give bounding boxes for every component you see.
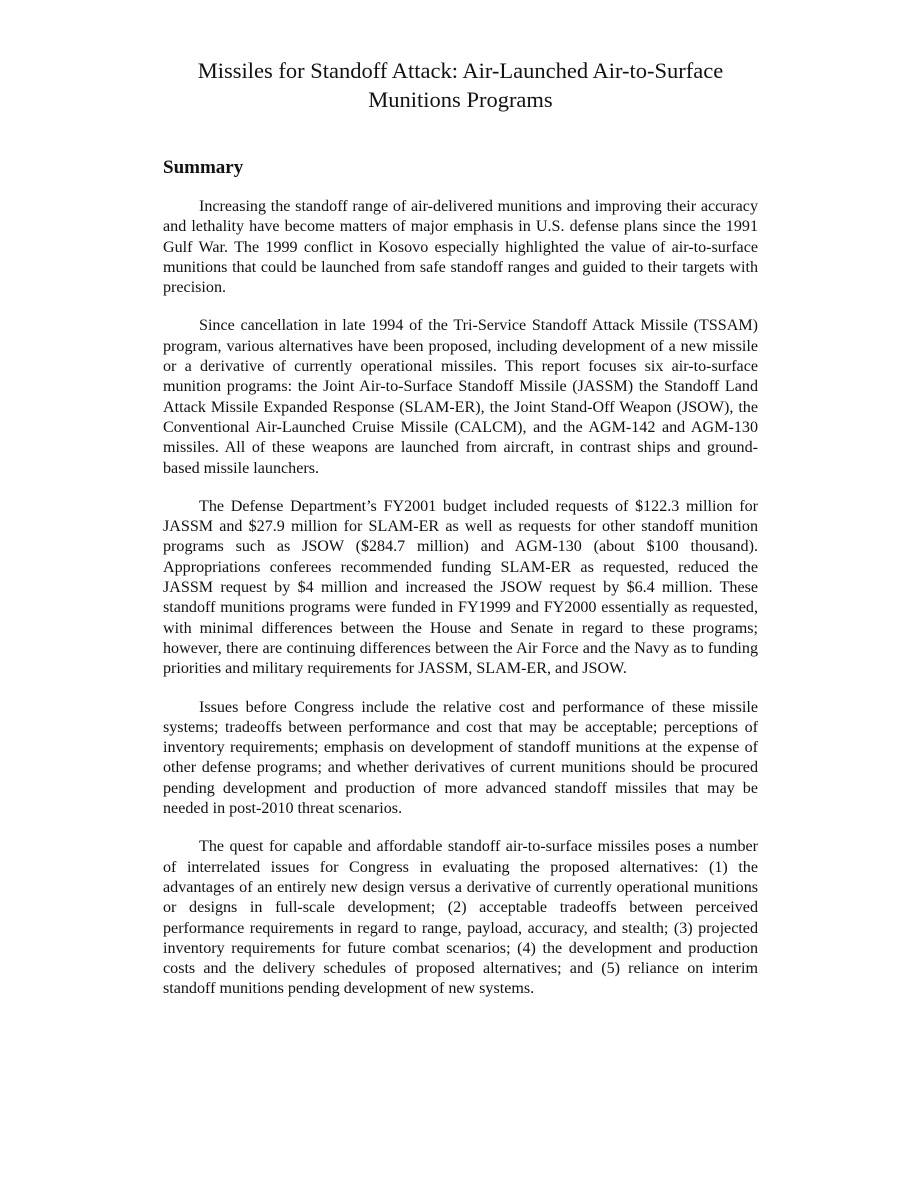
document-page bbox=[163, 56, 758, 1000]
document-title: Missiles for Standoff Attack: Air-Launched Air-to-Surface Munitions Programs bbox=[197, 58, 724, 112]
summary-paragraph-2: Since cancellation in late 1994 of the Tri-Service Standoff Attack Missile (TSSAM) program, various alternatives have been proposed, including development of a new missile or a derivative of currently operational missiles. This report focuses six air-to-surface munition programs: the Joint Air-to-Surface Standoff Missile (JASSM) the Standoff Land Attack Missile Expanded Response (SLAM-ER), the Joint Stand-Off Weapon (JSOW), the Conventional Air-Launched Cruise Missile (CALCM), and the AGM-142 and AGM-130 missiles. All of these weapons are launched from aircraft, in contrast ships and ground-based missile launchers. bbox=[163, 317, 758, 477]
summary-paragraph-1: Increasing the standoff range of air-delivered munitions and improving their accuracy and lethality have become matters of major emphasis in U.S. defense plans since the 1991 Gulf War. The 1999 conflict in Kosovo especially highlighted the value of air-to-surface munitions that could be launched from safe standoff ranges and guided to their targets with precision. bbox=[163, 198, 758, 297]
section-heading-summary: Summary bbox=[163, 157, 244, 178]
summary-paragraph-3: The Defense Department’s FY2001 budget included requests of $122.3 million for JASSM and $27.9 million for SLAM-ER as well as requests for other standoff munition programs such as JSOW ($284.7 million) and AGM-130 (about $100 thousand). Appropriations conferees recommended funding SLAM-ER as requested, reduced the JASSM request by $4 million and increased the JSOW request by $6.4 million. These standoff munitions programs were funded in FY1999 and FY2000 essentially as requested, with minimal differences between the House and Senate in regard to these programs; however, there are continuing differences between the Air Force and the Navy as to funding priorities and military requirements for JASSM, SLAM-ER, and JSOW. bbox=[163, 497, 758, 678]
summary-paragraph-5: The quest for capable and affordable standoff air-to-surface missiles poses a number of interrelated issues for Congress in evaluating the proposed alternatives: (1) the advantages of an entirely new design versus a derivative of currently operational munitions or designs in full-scale development; (2) acceptable tradeoffs between perceived performance requirements in regard to range, payload, accuracy, and stealth; (3) projected inventory requirements for future combat scenarios; (4) the development and production costs and the delivery schedules of proposed alternatives; and (5) reliance on interim standoff munitions pending development of new systems. bbox=[163, 838, 758, 998]
summary-paragraph-4: Issues before Congress include the relative cost and performance of these missile systems; tradeoffs between performance and cost that may be acceptable; perceptions of inventory requirements; emphasis on development of standoff munitions at the expense of other defense programs; and whether derivatives of current munitions should be procured pending development and production of more advanced standoff missiles that may be needed in post-2010 threat scenarios. bbox=[163, 698, 758, 818]
